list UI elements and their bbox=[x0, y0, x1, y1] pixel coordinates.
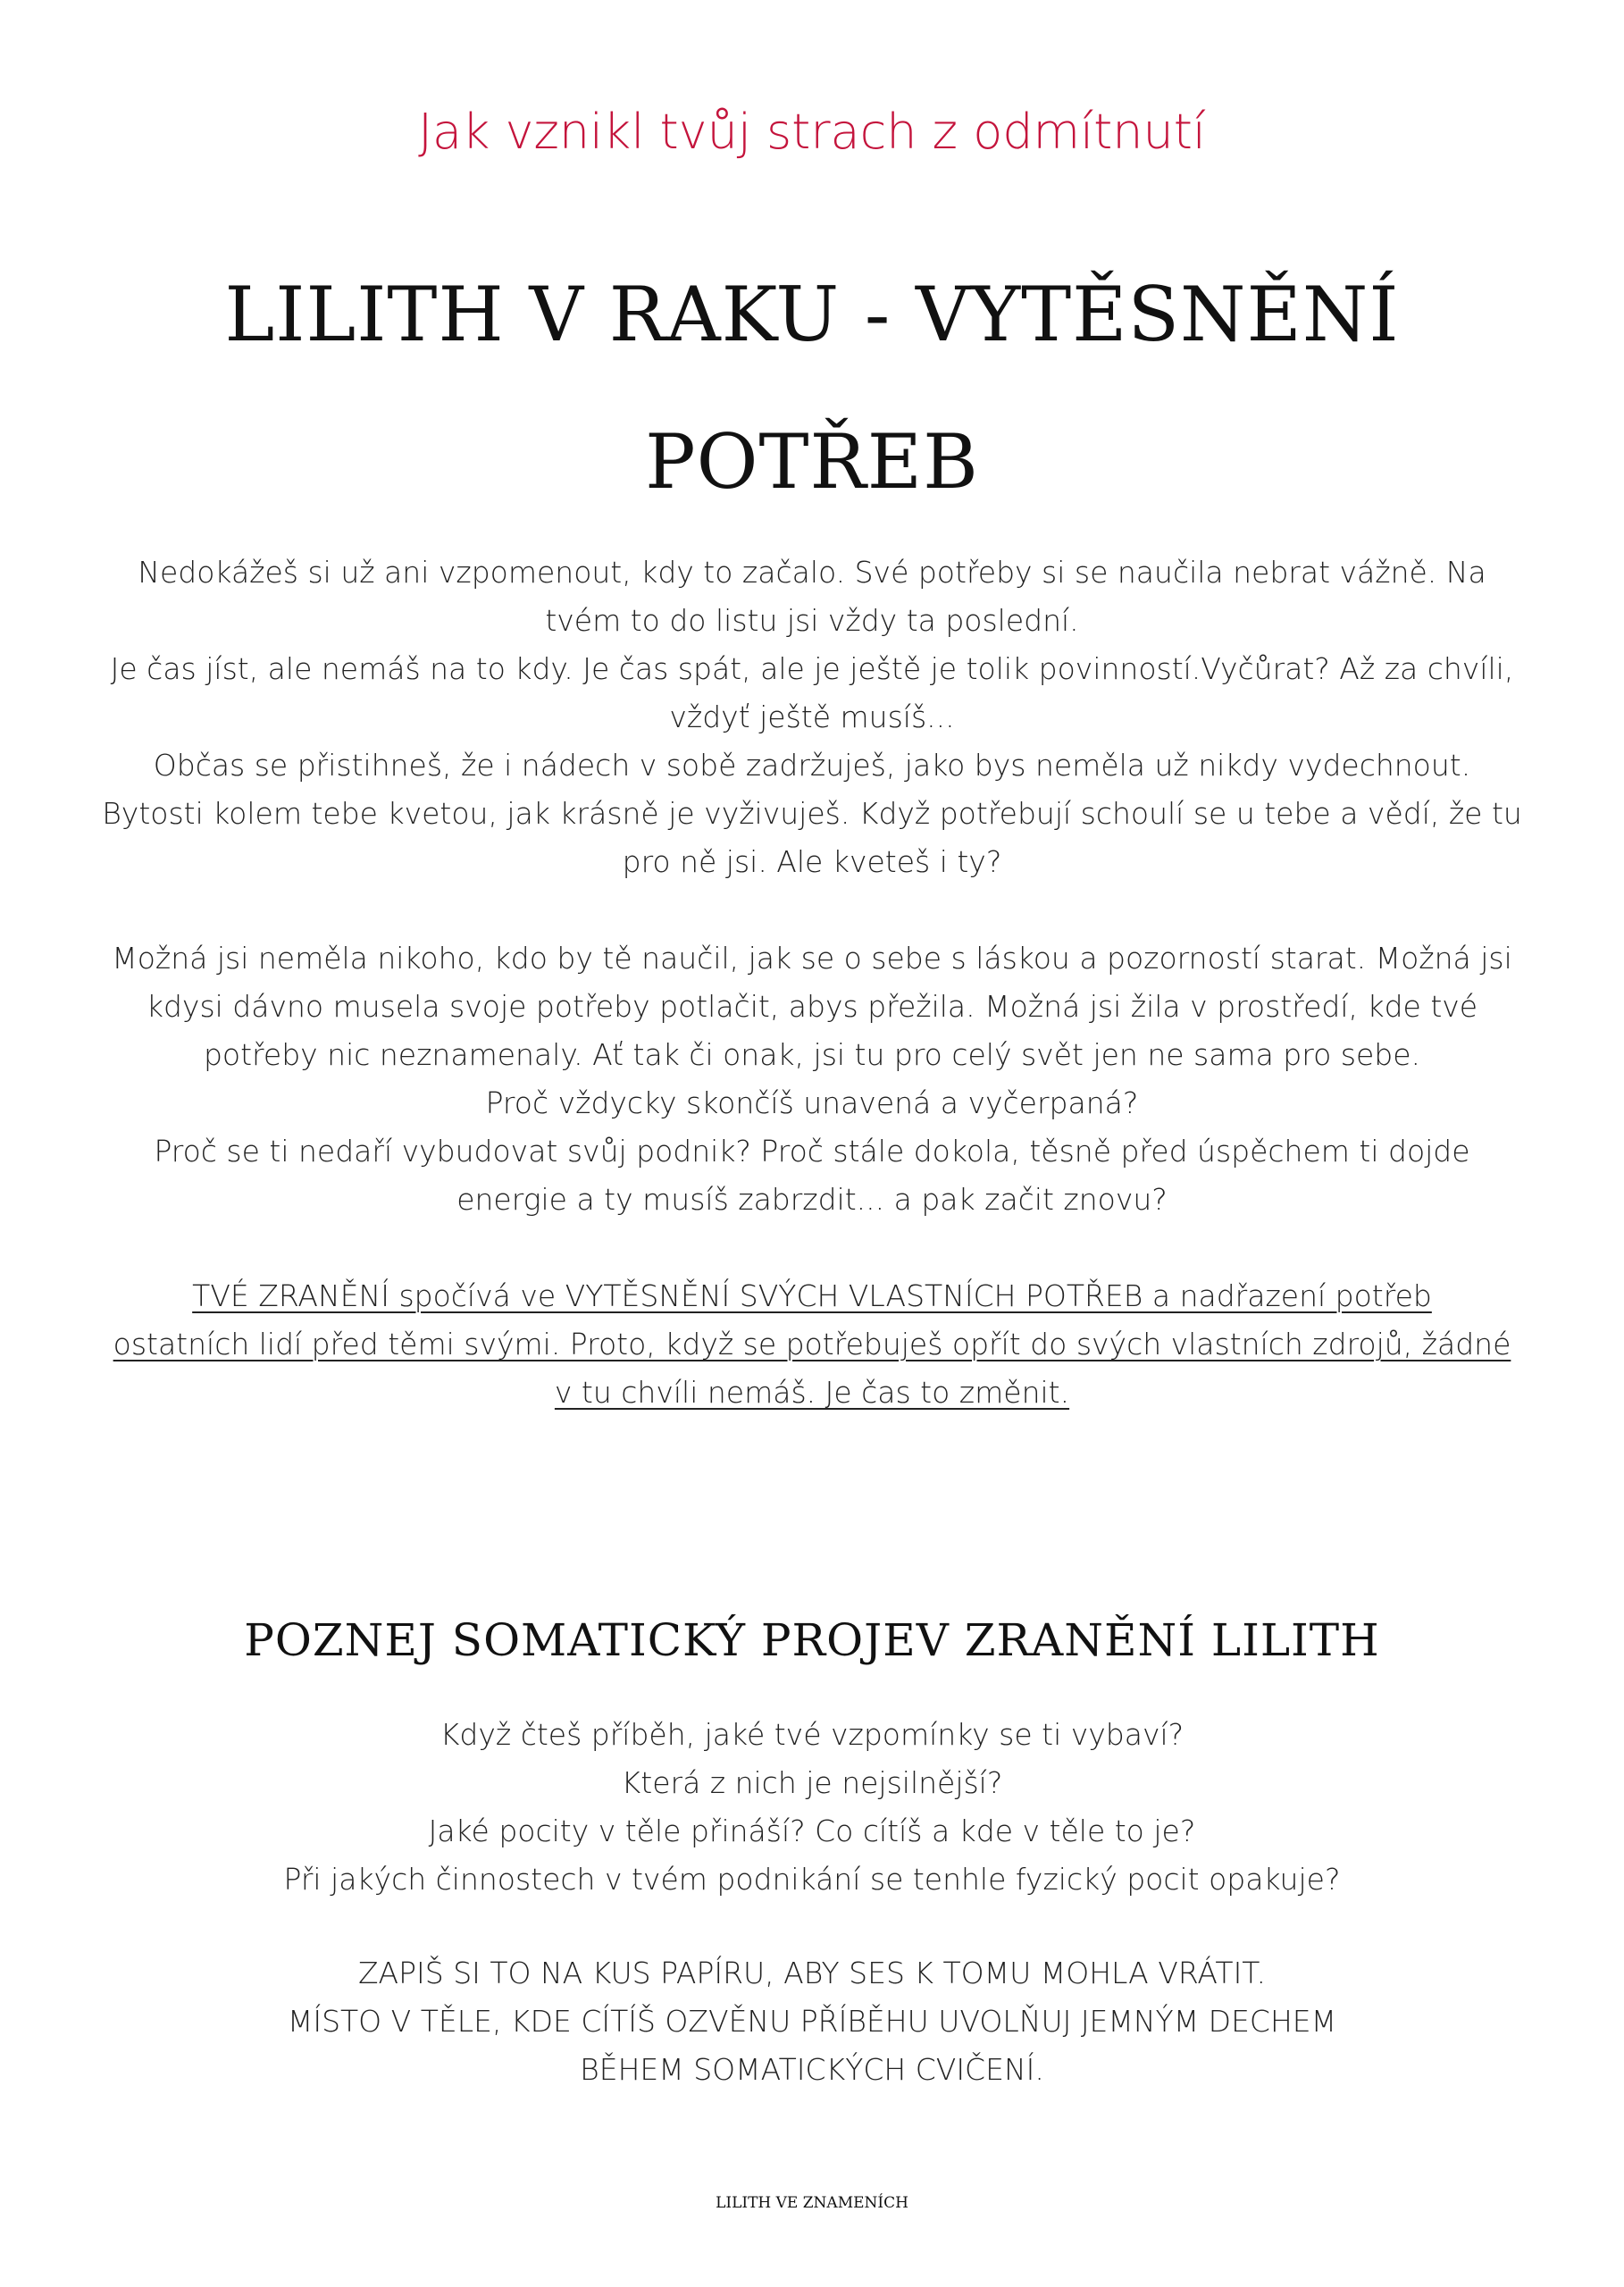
story-line: kdysi dávno musela svoje potřeby potlačit, abys přežila. Možná jsi žila v prostředí, kde tvé bbox=[146, 989, 1478, 1024]
intro-line: Je čas jíst, ale nemáš na to kdy. Je čas spát, ale je ještě je tolik povinností.Vyčůrat? Až za chvíli, bbox=[110, 651, 1514, 686]
intro-line: vždyť ještě musíš... bbox=[669, 700, 955, 734]
page-title bbox=[179, 241, 1445, 536]
story-line: energie a ty musíš zabrzdit... a pak začit znovu? bbox=[456, 1182, 1168, 1217]
page-title-line-2: POTŘEB bbox=[645, 418, 979, 506]
instruction-line: BĚHEM SOMATICKÝCH CVIČENÍ. bbox=[580, 2052, 1044, 2087]
instruction-line: MÍSTO V TĚLE, KDE CÍTÍŠ OZVĚNU PŘÍBĚHU UVOLŇUJ JEMNÝM DECHEM bbox=[287, 2004, 1337, 2039]
instruction-line: ZAPIŠ SI TO NA KUS PAPÍRU, ABY SES K TOMU MOHLA VRÁTIT. bbox=[357, 1956, 1267, 1990]
question-line: Když čteš příběh, jaké tvé vzpomínky se ti vybaví? bbox=[439, 1717, 1185, 1752]
page-footer: LILITH VE ZNAMENÍCH bbox=[716, 2194, 908, 2212]
intro-line: Nedokážeš si už ani vzpomenout, kdy to začalo. Své potřeby si se naučila nebrat vážně. Na bbox=[138, 555, 1486, 590]
intro-line: pro ně jsi. Ale kveteš i ty? bbox=[622, 844, 1002, 879]
story-line: Proč vždycky skončíš unavená a vyčerpaná? bbox=[485, 1085, 1139, 1120]
wound-line: ostatních lidí před těmi svými. Proto, když se potřebuješ opřít do svých vlastních zdrojů, žádné bbox=[113, 1327, 1511, 1361]
page-subtitle: Jak vznikl tvůj strach z odmítnutí bbox=[418, 104, 1206, 160]
wound-line: TVÉ ZRANĚNÍ spočívá ve VYTĚSNĚNÍ SVÝCH VLASTNÍCH POTŘEB a nadřazení potřeb bbox=[192, 1278, 1432, 1313]
wound-statement bbox=[98, 1272, 1526, 1417]
intro-line: tvém to do listu jsi vždy ta poslední. bbox=[545, 603, 1079, 638]
intro-line: Občas se přistihneš, že i nádech v sobě zadržuješ, jako bys neměla už nikdy vydechnout. bbox=[153, 748, 1471, 783]
intro-line: Bytosti kolem tebe kvetou, jak krásně je vyživuješ. Když potřebují schoulí se u tebe a vědí, že tu bbox=[102, 796, 1522, 831]
somatic-questions bbox=[98, 1711, 1526, 1904]
intro-paragraph bbox=[98, 549, 1526, 886]
question-line: Při jakých činnostech v tvém podnikání se tenhle fyzický pocit opakuje? bbox=[283, 1862, 1341, 1897]
story-line: Možná jsi neměla nikoho, kdo by tě naučil, jak se o sebe s láskou a pozorností starat. Možná jsi bbox=[112, 941, 1512, 976]
story-line: Proč se ti nedaří vybudovat svůj podnik? Proč stále dokola, těsně před úspěchem ti dojde bbox=[154, 1134, 1470, 1169]
story-paragraph bbox=[98, 934, 1526, 1224]
question-line: Která z nich je nejsilnější? bbox=[621, 1765, 1003, 1800]
story-line: potřeby nic neznamenaly. Ať tak či onak, jsi tu pro celý svět jen ne sama pro sebe. bbox=[203, 1037, 1421, 1072]
somatic-instructions bbox=[98, 1949, 1526, 2094]
somatic-section-title: POZNEJ SOMATICKÝ PROJEV ZRANĚNÍ LILITH bbox=[244, 1614, 1380, 1666]
page-title-line-1: LILITH V RAKU - VYTĚSNĚNÍ bbox=[224, 271, 1400, 358]
wound-line: v tu chvíli nemáš. Je čas to změnit. bbox=[554, 1375, 1070, 1410]
question-line: Jaké pocity v těle přináší? Co cítíš a kde v těle to je? bbox=[428, 1814, 1196, 1848]
